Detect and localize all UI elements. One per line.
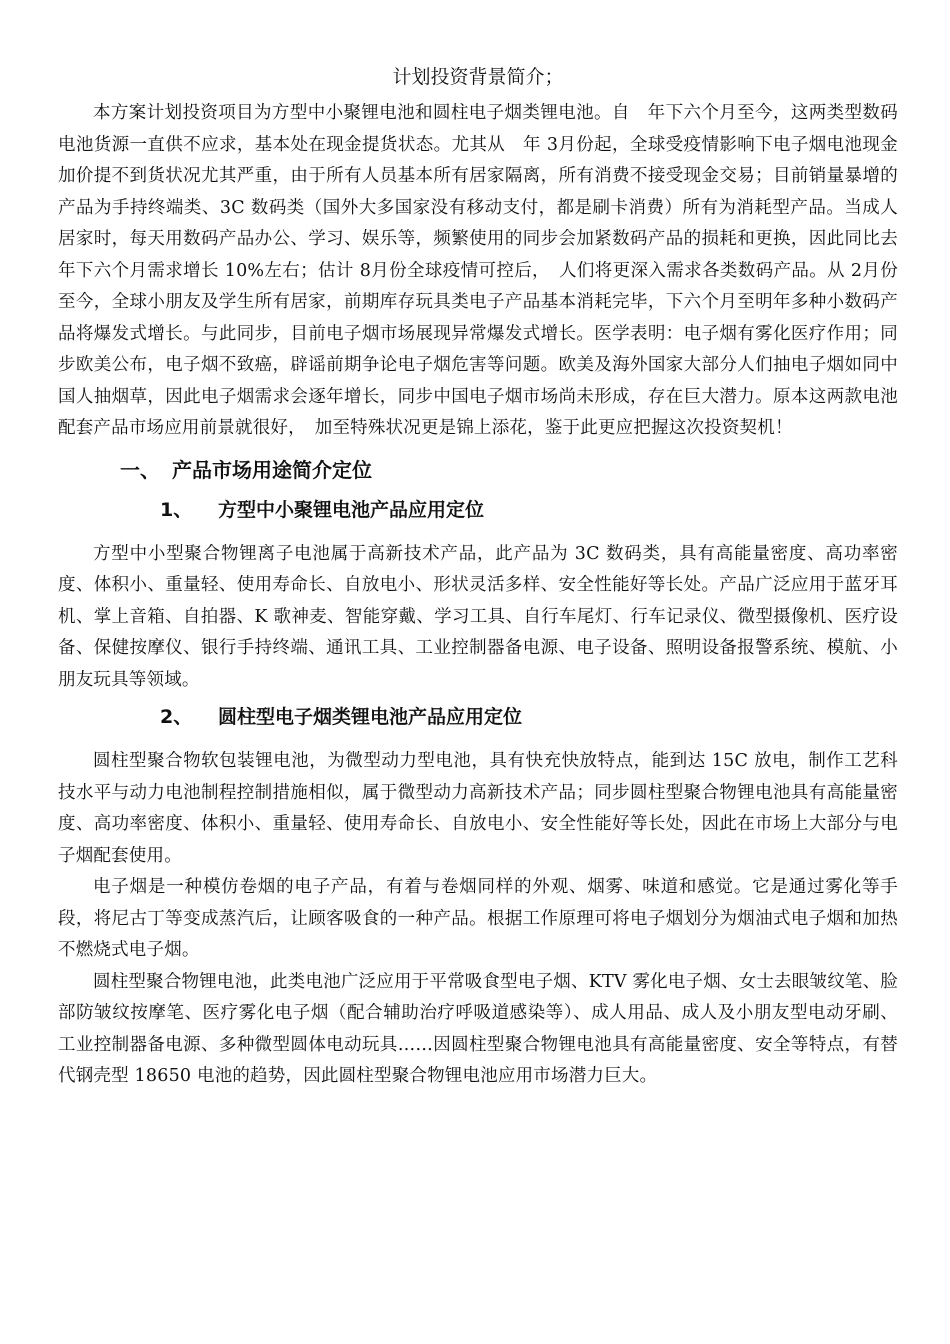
subsection-title: 方型中小聚锂电池产品应用定位 — [218, 498, 485, 521]
intro-paragraph: 本方案计划投资项目为方型中小聚锂电池和圆柱电子烟类锂电池。自 年下六个月至今，这两类型数码电池货源一直供不应求，基本处在现金提货状态。尤其从 年 3月份起，全球受疫情影响下电子烟电池现金加价提不到货状况尤其严重，由于所有人员基本所有居家隔离，所有消费不接受现金交易；目前销量暴增的产品为手持终端类、3C 数码类（国外大多国家没有移动支付，都是刷卡消费）所有为消耗型产品。当成人居家时，每天用数码产品办公、学习、娱乐等，频繁使用的同步会加紧数码产品的损耗和更换，因此同比去年下六个月需求增长 10%左右；估计 8月份全球疫情可控后， 人们将更深入需求各类数码产品。从 2月份至今，全球小朋友及学生所有居家，前期库存玩具类电子产品基本消耗完毕，下六个月至明年多种小数码产品将爆发式增长。与此同步，目前电子烟市场展现异常爆发式增长。医学表明：电子烟有雾化医疗作用；同步欧美公布，电子烟不致癌，辟谣前期争论电子烟危害等问题。欧美及海外国家大部分人们抽电子烟如同中国人抽烟草，因此电子烟需求会逐年增长，同步中国电子烟市场尚未形成，存在巨大潜力。原本这两款电池配套产品市场应用前景就很好， 加至特殊状况更是锦上添花，鉴于此更应把握这次投资契机！ — [58, 103, 898, 438]
section-title: 产品市场用途简介定位 — [172, 457, 372, 482]
body-paragraph: 电子烟是一种模仿卷烟的电子产品，有着与卷烟同样的外观、烟雾、味道和感觉。它是通过雾化等手段，将尼古丁等变成蒸汽后，让顾客吸食的一种产品。根据工作原理可将电子烟划分为烟油式电子烟和加热不燃烧式电子烟。 — [58, 877, 898, 960]
section-heading-1 — [120, 455, 898, 485]
body-paragraph: 方型中小型聚合物锂离子电池属于高新技术产品，此产品为 3C 数码类，具有高能量密度、高功率密度、体积小、重量轻、使用寿命长、自放电小、形状灵活多样、安全性能好等长处。产品广泛应用于蓝牙耳机、掌上音箱、自拍器、K 歌神麦、智能穿戴、学习工具、自行车尾灯、行车记录仪、微型摄像机、医疗设备、保健按摩仪、银行手持终端、通讯工具、工业控制器备电源、电子设备、照明设备报警系统、模航、小朋友玩具等领域。 — [58, 543, 898, 690]
body-paragraph: 圆柱型聚合物锂电池，此类电池广泛应用于平常吸食型电子烟、KTV 雾化电子烟、女士去眼皱纹笔、脸部防皱纹按摩笔、医疗雾化电子烟（配合辅助治疗呼吸道感染等）、成人用品、成人及小朋友型电动牙刷、工业控制器备电源、多种微型圆体电动玩具……因圆柱型聚合物锂电池具有高能量密度、安全等特点，有替代钢壳型 18650 电池的趋势，因此圆柱型聚合物锂电池应用市场潜力巨大。 — [58, 971, 898, 1086]
section-number: 一、 — [120, 457, 160, 482]
subsection-heading-2 — [160, 702, 898, 732]
document-page — [58, 62, 898, 1093]
subsection-heading-1 — [160, 495, 898, 525]
subsection-number: 2、 — [160, 706, 193, 728]
subsection-title: 圆柱型电子烟类锂电池产品应用定位 — [218, 706, 523, 728]
document-title: 计划投资背景简介； — [392, 66, 564, 88]
body-paragraph: 圆柱型聚合物软包装锂电池，为微型动力型电池，具有快充快放特点，能到达 15C 放电，制作工艺科技水平与动力电池制程控制措施相似，属于微型动力高新技术产品；同步圆柱型聚合物锂电池具有高能量密度、高功率密度、体积小、重量轻、使用寿命长、自放电小、安全性能好等长处，因此在市场上大部分与电子烟配套使用。 — [58, 751, 898, 866]
subsection-number: 1、 — [160, 498, 193, 521]
